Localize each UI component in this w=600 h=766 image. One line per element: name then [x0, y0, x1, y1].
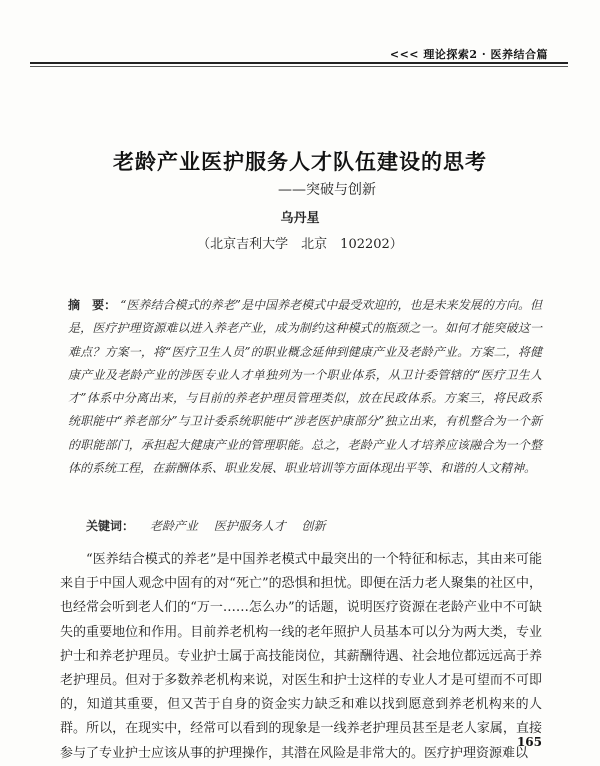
keywords-label: 关键词：: [86, 519, 135, 533]
header-rule-thick: [30, 62, 568, 64]
keywords: [86, 517, 326, 534]
article-title: 老龄产业医护服务人才队伍建设的思考: [113, 149, 487, 174]
abstract-label: 摘 要：: [68, 298, 117, 312]
keyword-item: 创新: [301, 519, 326, 533]
author-name: 乌丹星: [280, 211, 320, 226]
article-subtitle: ——突破与创新: [278, 182, 376, 198]
header-rule-thin: [30, 66, 568, 67]
author-affiliation: （北京吉利大学 北京 102202）: [197, 237, 403, 252]
body-paragraph: “医养结合模式的养老”是中国养老模式中最突出的一个特征和标志，其由来可能来自于中国人观念中固有的对“死亡”的恐惧和担忧。即便在活力老人聚集的社区中，也经常会听到老人们的“万一……怎么办”的话题，说明医疗资源在老龄产业中不可缺失的重要地位和作用。目前养老机构一线的老年照护人员基本可以分为两大类，专业护士和养老护理员。专业护士属于高技能岗位，其薪酬待遇、社会地位都远远高于养老护理员。但对于多数养老机构来说，对医生和护士这样的专业人才是可望而不可即的，知道其重要，但又苦于自身的资金实力缺乏和难以找到愿意到养老机构来的人群。所以，在现实中，经常可以看到的现象是一线养老护理员甚至是老人家属，直接参与了专业护士应该从事的护理操作，其潜在风险是非常大的。医疗护理资源难以: [60, 552, 542, 761]
abstract: [68, 294, 542, 480]
abstract-text: “医养结合模式的养老”是中国养老模式中最受欢迎的，也是未来发展的方向。但是，医疗护理资源难以进入养老产业，成为制约这种模式的瓶颈之一。如何才能突破这一难点？方案一，将“医疗卫生人员”的职业概念延伸到健康产业及老龄产业。方案二，将健康产业及老龄产业的涉医专业人才单独列为一个职业体系，从卫计委管辖的“医疗卫生人才”体系中分离出来，与目前的养老护理员管理类似，放在民政体系。方案三，将民政系统职能中“养老部分”与卫计委系统职能中“涉老医护康部分”独立出来，有机整合为一个新的职能部门，承担起大健康产业的管理职能。总之，老龄产业人才培养应该融合为一个整体的系统工程，在薪酬体系、职业发展、职业培训等方面体现出平等、和谐的人文精神。: [68, 298, 542, 476]
keyword-item: 医护服务人才: [213, 519, 286, 533]
page-number: 165: [516, 735, 542, 749]
keyword-item: 老龄产业: [149, 519, 198, 533]
running-header: <<< 理论探索2 · 医养结合篇: [389, 48, 548, 61]
